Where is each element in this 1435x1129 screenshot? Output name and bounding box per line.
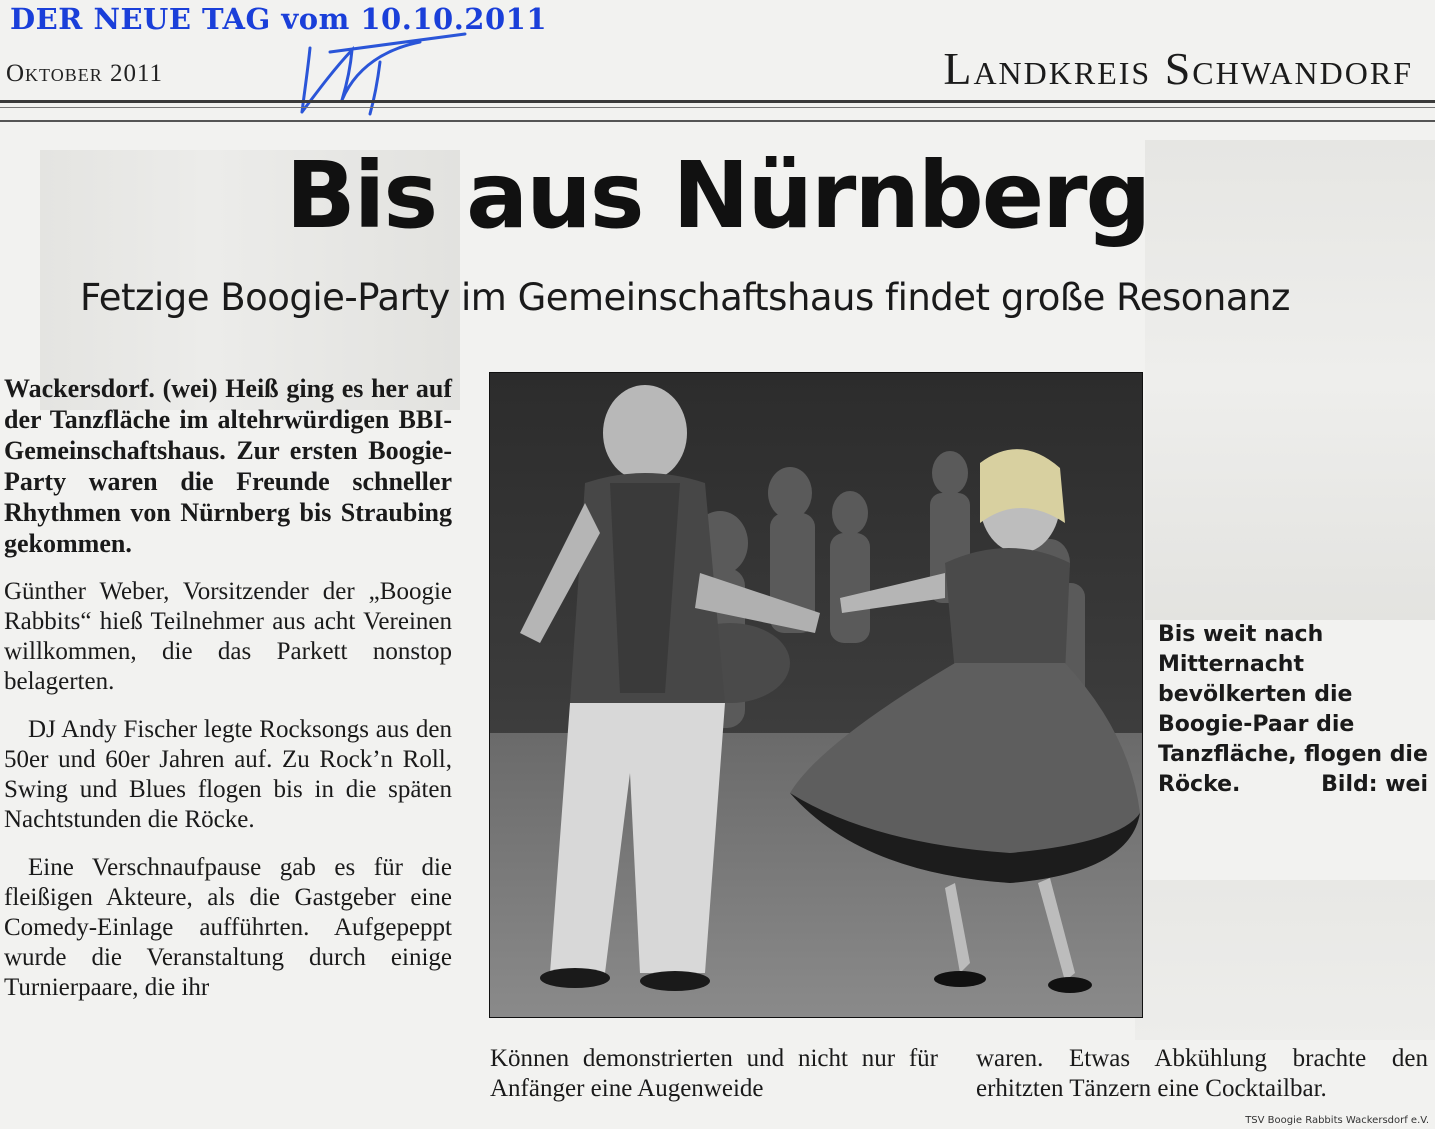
article-photo (489, 372, 1143, 1018)
club-footer: TSV Boogie Rabbits Wackersdorf e.V. (1245, 1115, 1429, 1126)
article-paragraph: Eine Verschnaufpause gab es für die fleißigen Akteure, als die Gastgeber eine Comedy-Einlage aufführten. Aufgepeppt wurde die Veranstaltung durch einige Turnierpaare, die ihr (4, 854, 452, 1001)
handwritten-signature-icon (290, 28, 490, 118)
photo-caption (1158, 620, 1428, 800)
caption-credit-line (1158, 770, 1428, 800)
article-continuation-right: waren. Etwas Abkühlung brachte den erhitzten Tänzern eine Cocktailbar. (976, 1045, 1428, 1102)
caption-text: Bis weit nach Mitternacht bevölkerten die Boogie-Paar die Tanzfläche, flogen die (1158, 622, 1428, 767)
article-lead: Wackersdorf. (wei) Heiß ging es her auf der Tanzfläche im altehrwürdigen BBI-Gemeinschaftshaus. Zur ersten Boogie-Party waren die Freunde schneller Rhythmen von Nürnberg bis Straubing gekommen. (4, 374, 452, 558)
header-rule-lower (0, 120, 1435, 122)
section-title: Landkreis Schwandorf (943, 43, 1413, 94)
photo-credit: Bild: wei (1321, 772, 1428, 797)
bleed-through-texture-bottom (1135, 880, 1435, 1040)
caption-last-word: Röcke. (1158, 772, 1241, 797)
header-rule-thin (0, 107, 1435, 108)
article-left-column (4, 373, 452, 1021)
dancing-couple-photo-illustration (490, 373, 1142, 1017)
article-headline: Bis aus Nürnberg (285, 142, 1150, 249)
header-rule (0, 100, 1435, 103)
issue-month: Oktober 2011 (6, 60, 164, 87)
article-paragraph: Günther Weber, Vorsitzender der „Boogie Rabbits“ hieß Teilnehmer aus acht Vereinen willkommen, die das Parkett nonstop belagerten. (4, 578, 452, 695)
article-subheadline: Fetzige Boogie-Party im Gemeinschaftshaus findet große Resonanz (80, 276, 1290, 319)
article-continuation-middle: Können demonstrierten und nicht nur für Anfänger eine Augenweide (490, 1045, 938, 1102)
source-stamp: DER NEUE TAG vom 10.10.2011 (10, 2, 548, 36)
article-paragraph: DJ Andy Fischer legte Rocksongs aus den 50er und 60er Jahren auf. Zu Rock’n Roll, Swing und Blues flogen bis in die späten Nachtstunden die Röcke. (4, 716, 452, 833)
